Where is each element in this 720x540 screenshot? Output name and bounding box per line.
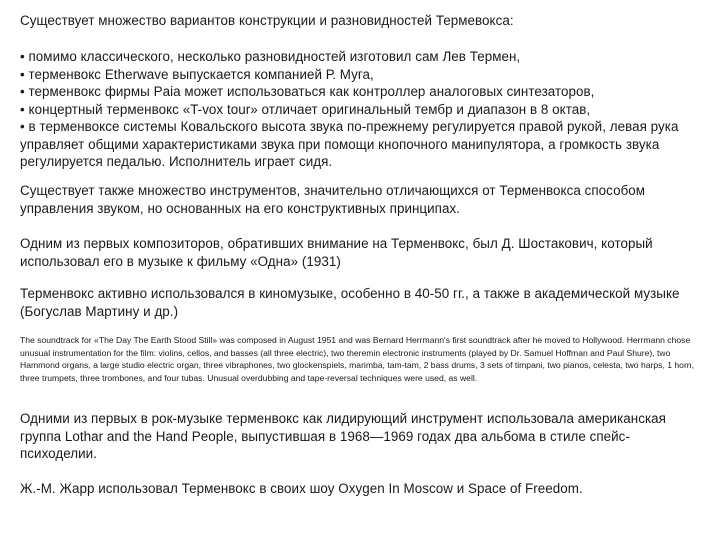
list-item: • в терменвоксе системы Ковальского высота звука по-прежнему регулируется правой рукой, левая рука управляет общими характеристиками звука при помощи кнопочного манипулятора, а громкость звука регулируется педалью. Исполнитель играет сидя. — [20, 119, 679, 169]
list-item: • терменвокс фирмы Paia может использоваться как контроллер аналоговых синтезаторов, — [20, 84, 595, 99]
list-item: • концертный терменвокс «T-vox tour» отличает оригинальный тембр и диапазон в 8 октав, — [20, 101, 591, 117]
list-item: • терменвокс Etherwave выпускается компанией Р. Муга, — [20, 66, 374, 82]
paragraph-soundtrack-english — [20, 334, 706, 385]
intro-paragraph — [20, 12, 706, 30]
paragraph-text: Существует также множество инструментов, значительно отличающихся от Терменвокса способом управления звуком, но основанных на его конструктивных принципах. — [20, 183, 646, 216]
paragraph-text: Терменвокс активно использовался в киномузыке, особенно в 40-50 гг., а также в академической музыке (Богуслав Мартину и др.) — [20, 286, 680, 319]
paragraph-text: Одними из первых в рок-музыке терменвокс как лидирующий инструмент использовала американская группа Lothar and the Hand People, выпустившая в 1968—1969 годах два альбома в стиле спейс-психоделии. — [20, 411, 666, 461]
variants-list — [20, 48, 706, 171]
paragraph-rock-music — [20, 410, 706, 463]
paragraph-text: Одним из первых композиторов, обративших внимание на Терменвокс, был Д. Шостакович, который использовал его в музыке к фильму «Одна» (1931) — [20, 236, 653, 269]
paragraph-jarre — [20, 480, 706, 498]
list-item: • помимо классического, несколько разновидностей изготовил сам Лев Термен, — [20, 49, 521, 64]
intro-text: Существует множество вариантов конструкции и разновидностей Термевокса: — [20, 13, 514, 28]
paragraph-film-music — [20, 285, 706, 320]
paragraph-shostakovich — [20, 235, 706, 270]
paragraph-instruments — [20, 182, 706, 217]
paragraph-text: The soundtrack for «The Day The Earth Stood Still» was composed in August 1951 and was Bernard Herrmann's first soundtrack after he moved to Hollywood. Herrmann chose unusual instrumentation for the film: violins, cellos, and basses (all three electric), two theremin electronic instruments (played by Dr. Samuel Hoffman and Paul Shure), two Hammond organs, a large studio electric organ, three vibraphones, two glockenspiels, marimba, tam-tam, 2 bass drums, 3 sets of timpani, two pianos, celesta, two harps, 1 horn, three trumpets, three trombones, and four tubas. Unusual overdubbing and tape-reversal techniques were used, as well. — [20, 335, 694, 384]
paragraph-text: Ж.-М. Жарр использовал Терменвокс в своих шоу Oxygen In Moscow и Space of Freedom. — [20, 481, 583, 496]
